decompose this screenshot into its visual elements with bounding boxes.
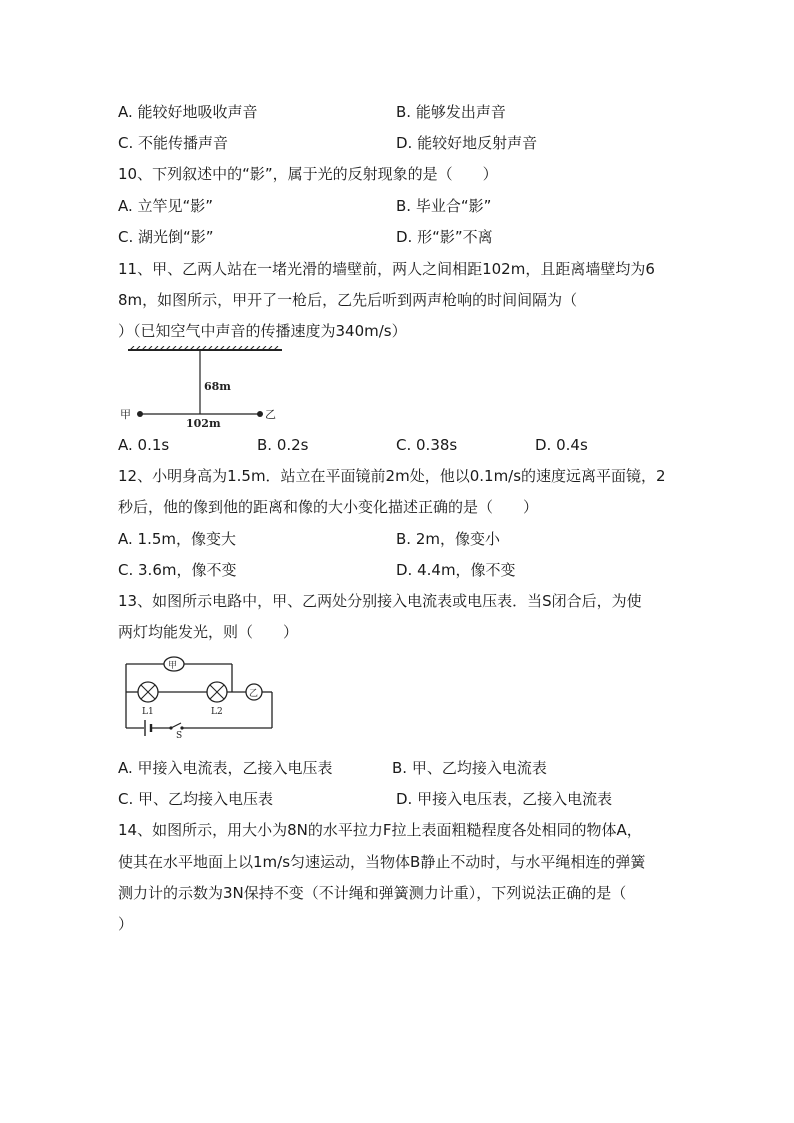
lamp-l1 — [138, 682, 158, 702]
q14-stem-line3: 测力计的示数为3N保持不变（不计绳和弹簧测力计重），下列说法正确的是（ — [118, 884, 627, 902]
q11-option-c: C. 0.38s — [396, 436, 458, 454]
q11-option-d: D. 0.4s — [535, 436, 588, 454]
q14-stem-line2: 使其在水平地面上以1m/s匀速运动，当物体B静止不动时，与水平绳相连的弹簧 — [118, 853, 646, 871]
q13-option-a: A. 甲接入电流表，乙接入电压表 — [118, 759, 333, 777]
q12-stem-line2: 秒后，他的像到他的距离和像的大小变化描述正确的是（ ） — [118, 498, 539, 516]
q11-stem-line1: 11、甲、乙两人站在一堵光滑的墙壁前，两人之间相距102m，且距离墙壁均为6 — [118, 260, 655, 278]
q10-option-a: A. 立竿见“影” — [118, 197, 214, 215]
meter-yi-label: 乙 — [249, 689, 259, 699]
q10-option-b: B. 毕业合“影” — [396, 197, 492, 215]
q11-stem-line2: 8m，如图所示，甲开了一枪后，乙先后听到两声枪响的时间间隔为（ — [118, 291, 578, 309]
q10-option-d: D. 形“影”不离 — [396, 228, 493, 246]
q11-wall-figure — [118, 346, 288, 430]
q10-option-c: C. 湖光倒“影” — [118, 228, 214, 246]
q13-stem-line2: 两灯均能发光，则（ ） — [118, 623, 299, 641]
q12-option-a: A. 1.5m，像变大 — [118, 530, 237, 548]
q12-option-c: C. 3.6m，像不变 — [118, 561, 237, 579]
q12-option-d: D. 4.4m，像不变 — [396, 561, 516, 579]
q11-option-b: B. 0.2s — [257, 436, 309, 454]
q12-option-b: B. 2m，像变小 — [396, 530, 500, 548]
height-label: 68m — [204, 380, 231, 393]
q13-circuit-figure — [118, 654, 278, 738]
q13-option-b: B. 甲、乙均接入电流表 — [392, 759, 547, 777]
q13-stem-line1: 13、如图所示电路中，甲、乙两处分别接入电流表或电压表．当S闭合后，为使 — [118, 592, 642, 610]
q14-stem-line4: ） — [118, 915, 134, 933]
person-jia-dot — [137, 411, 143, 417]
q9-option-d: D. 能较好地反射声音 — [396, 134, 538, 152]
q13-option-c: C. 甲、乙均接入电压表 — [118, 790, 274, 808]
lamp-l1-label: L1 — [142, 707, 154, 717]
q9-option-c: C. 不能传播声音 — [118, 134, 229, 152]
lamp-l2-label: L2 — [211, 707, 223, 717]
right-label: 乙 — [265, 408, 276, 421]
switch-s — [169, 723, 183, 730]
q14-stem-line1: 14、如图所示，用大小为8N的水平拉力F拉上表面粗糙程度各处相同的物体A， — [118, 821, 642, 839]
q11-option-a: A. 0.1s — [118, 436, 170, 454]
person-yi-dot — [257, 411, 263, 417]
battery — [145, 720, 151, 736]
lamp-l2 — [207, 682, 227, 702]
meter-jia-label: 甲 — [168, 661, 178, 671]
q13-option-d: D. 甲接入电压表，乙接入电流表 — [396, 790, 613, 808]
q10-stem: 10、下列叙述中的“影”，属于光的反射现象的是（ ） — [118, 165, 498, 183]
switch-label: S — [176, 731, 183, 738]
q9-option-b: B. 能够发出声音 — [396, 103, 506, 121]
q9-option-a: A. 能较好地吸收声音 — [118, 103, 258, 121]
width-label: 102m — [186, 417, 221, 430]
left-label: 甲 — [120, 408, 131, 421]
q12-stem-line1: 12、小明身高为1.5m．站立在平面镜前2m处，他以0.1m/s的速度远离平面镜，2 — [118, 467, 666, 485]
q11-stem-line3: ）（已知空气中声音的传播速度为340m/s） — [118, 322, 407, 340]
